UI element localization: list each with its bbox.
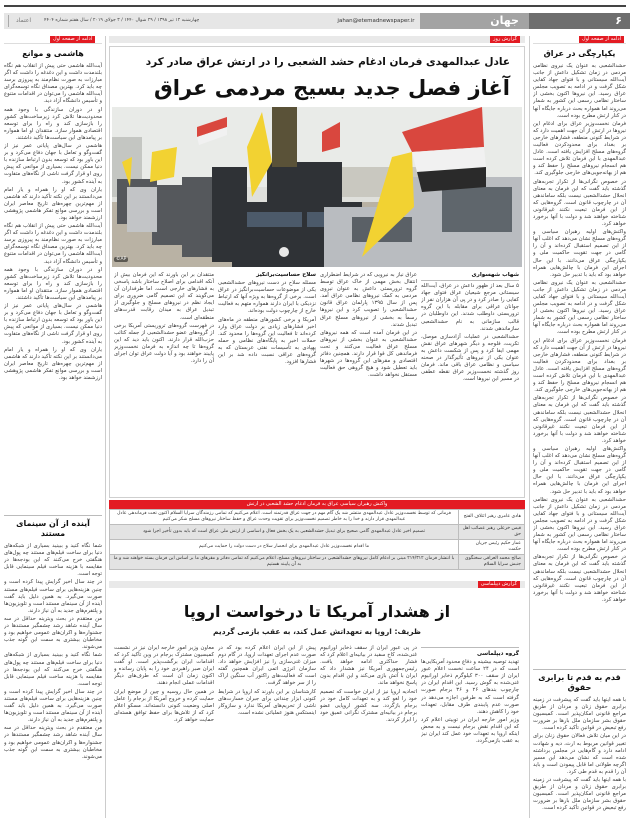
paragraph: در چند سال اخیر گرایش پیدا کرده است و چنین هزینه‌هایی برای ساخت فیلم‌های مستند صورت می‌گیرد. به همین دلیل باید گفت آینده از آن سینمای مستند است و تلویزیون‌ها و پلتفرم‌های جدید به آن نیاز دارند. [4,579,102,614]
byline: گروه دیپلماسی [476,651,519,657]
left-article2 [4,517,102,818]
paragraph: تهدید توصیه بیشینه و دفاع محدود آمریکایی‌ها است که در ۲۴ ساعت نخست اعلام عبور ایران از سقف ۳۰۰ کیلوگرم ذخایر اورانیوم غنی‌شده به گوش رسید. این اقدام ایران در چارچوب بندهای ۲۶ و ۳۶ برجام صورت گرفته است که به طرفین اجازه می‌دهد در صورت عدم پایبندی طرف مقابل، تعهدات خود را کاهش دهند. [421,659,519,715]
paragraph: شما نگاه کنید و ببینید بسیاری از شبکه‌های دنیا برای ساخت فیلم‌های مستند چه پول‌های هنگفتی خرج می‌کنند که این بودجه‌ها در مقایسه با هزینه ساخت فیلم سینمایی قابل توجه است. [4,543,102,578]
leader-statement: ما اقدام نخست‌وزیر عادل عبدالمهدی برای انحصار سلاح در دست دولت را حمایت می‌کنیم [110,540,459,555]
main-story-label: گزارش روز [490,36,520,43]
paragraph: حشدالشعبی به عنوان یک نیروی نظامی مردمی در زمان تشکیل داعش از جانب آیت‌الله سیستانی و با فتوای جهاد کفایی شکل گرفت و در ادامه به تصویب مجلس عراق رسید. این نیروها اکنون بخشی از ساختار نظامی رسمی این کشور به شمار می‌روند اما همواره بحث درباره جایگاه آنها در کنار ارتش مطرح بوده است. [533,279,626,336]
divider [533,669,626,670]
paragraph: عراق نیاز به نیرویی که در شرایط اضطراری انتقال بخش مهمی از خاک عراق توسط گروه تروریستی داعش به عنوان نیروی مردمی به کمک نیروهای نظامی عراق آمد. پس از سال ۱۳۹۵ پارلمان عراق قانون حشدالشعبی را تصویب کرد و این نیروها رسماً به بخشی از نیروهای مسلح عراق تبدیل شدند. [320,272,417,328]
main-story-kicker: عادل عبدالمهدی فرمان ادغام حشد الشعبی را در ارتش عراق صادر کرد [145,56,510,68]
paragraph: در خصوص نگرانی‌ها از تکرار تجربه‌های گذشته باید گفت که این فرمان به معنای انحلال حشدالشعبی نیست بلکه ساماندهی آن در چارچوب قانون است. گروه‌هایی که از این فرمان تبعیت نکنند غیرقانونی شناخته خواهند شد و دولت با آنها برخورد خواهد کرد. [533,554,626,603]
paragraph: یاران وی که او را همراه و یار امام می‌دانستند بر این نکته تأکید دارند که هاشمی از مهم‌ترین چهره‌های تاریخ معاصر ایران است و بررسی موانع تفکر هاشمی پژوهشی ارزشمند خواهد بود. [4,186,102,221]
paragraph: در این فرمان آمده است که همه نیروهای حشدالشعبی به عنوان بخشی از نیروهای مسلح عراق فعالیت می‌کنند و تحت فرماندهی کل قوا قرار دارند. همچنین دفاتر اقتصادی و مقرهای این گروه‌ها در شهرها باید تعطیل شود و هیچ گروهی حق فعالیت مستقل نخواهد داشت. [320,329,417,379]
left-article [4,47,102,512]
paragraph: در فهرست گروه‌های تروریستی آمریکا برخی از گروه‌های عضو حشدالشعبی از جمله کتائب حزب‌الله قرار دارند. اکنون باید دید که این گروه‌ها تا چه اندازه به فرمان نخست‌وزیر پایبند خواهند بود و آیا دولت عراق توان اجرای آن را دارد. [114,322,214,365]
byline: شهاب شهسواری [471,272,519,278]
paragraph: در این میان تلاش فعالان حقوق زنان برای تغییر قوانین مربوط به ارث، دیه و شهادت ادامه دارد و گام‌هایی در مجلس برداشته شده است که نشان می‌دهد این مسیر اگرچه طولانی اما قابل پیمودن است و باید آن را قدم به قدم طی کرد. [533,733,626,775]
diplomacy-column-1 [421,645,519,818]
paragraph: او در دوران سازندگی با وجود همه محدودیت‌ها تلاش کرد زیرساخت‌های کشور را بازسازی کند و راه را برای توسعه اقتصادی هموار سازد. منتقدان او اما همواره بر پیامدهای این سیاست‌ها تأکید داشتند. [4,266,102,301]
issue-date: چهارشنبه ۱۲ تیر ۱۳۹۸ / ۲۹ شوال ۱۴۴۰ / ۳ جولای ۲۰۱۹ / سال هفتم شماره ۴۴۰۴ [44,18,200,23]
paragraph: در همین حال روسیه و چین از موضع ایران حمایت کرده و خروج آمریکا از برجام را عامل اصلی وضعیت کنونی دانسته‌اند. مسکو اعلام کرد که از تلاش‌ها برای حفظ توافق هسته‌ای حمایت خواهد کرد. [114,688,214,723]
leader-statement: با انتشار فرمان ۲۱۴/۳۱۲ مبنی بر ادغام کامل نیروهای حشدالشعبی در ساختار نیروهای مسلح، اعلام می‌کنیم که تمامی دفاتر و مقرهای ما بر اساس این فرمان بسته خواهند شد و ما به آن پایبند هستیم [110,555,459,570]
divider [533,43,626,44]
paragraph: پیش از این ایران اعلام کرده بود که در صورت عدم اجرای تعهدات اروپا، در گام دوم میزان غنی‌سازی را نیز افزایش خواهد داد. سازمان انرژی اتمی ایران همچنین گفته است که فعالیت‌های راکتور آب سنگین اراک را از سر خواهد گرفت. [218,645,316,687]
convoy-photo [112,107,522,267]
left-column-label: ادامه از صفحه اول [50,36,95,43]
paragraph: ۵ سال بعد از ظهور داعش در عراق، آیت‌الله سیستانی مرجع شیعیان عراق فتوای جهاد کفایی را صادر کرد و در پی آن هزاران نفر از جوانان عراقی برای مقابله با این گروه تروریستی داوطلب شدند. این داوطلبان در قالب سازمانی به نام حشدالشعبی سازماندهی شدند. [421,283,519,332]
table-row [110,555,525,570]
leader-name: قیس خزعلی رهبر عصائب اهل حق [459,525,525,540]
paragraph: واکنش‌های اولیه رهبران سیاسی و گروه‌های مسلح نشان می‌دهد که اغلب آنها از این تصمیم استقبال کرده‌اند و آن را گامی در جهت تقویت حاکمیت ملی و یکپارچگی عراق می‌دانند. با این حال اجرای این فرمان با چالش‌هایی همراه خواهد بود که باید با تدبیر حل شود. [533,229,626,278]
paragraph: منتقدان بر این باورند که این فرمان بیش از آنکه اقدامی برای اصلاح ساختار باشد پاسخی به فشارهای خارجی است. اما طرفداران آن می‌گویند که این تصمیم گامی ضروری برای ایجاد نظم در نیروهای مسلح و جلوگیری از تبدیل عراق به میدان رقابت قدرت‌های منطقه‌ای است. [114,272,214,321]
leader-statement: تصمیم اخیر عادل عبدالمهدی گامی صحیح برای تبدیل حشدالشعبی به یک بخش فعال و اساسی از ارتش ملی عراق است که باید بدون تأخیر اجرا شود [110,525,459,540]
paragraph: آمریکا و برخی کشورهای منطقه در ماه‌های اخیر فشارهای زیادی بر دولت عراق وارد کرده‌اند تا فعالیت این گروه‌ها را محدود کند. حملات اخیر به پایگاه‌های نظامی و حمله پهپادی به تأسیسات نفتی عربستان که به گروه‌های عراقی نسبت داده شد بر این فشارها افزود. [218,316,316,366]
diplomacy-column-3 [218,645,316,818]
paragraph: هاشمی در سال‌های پایانی عمر نیز از گفت‌وگو و تعامل با جهان دفاع می‌کرد و بر این باور بود که توسعه بدون ارتباط سازنده با دنیا ممکن نیست. بسیاری از موانعی که پیش روی او قرار گرفت ناشی از نگاه‌های متفاوت به آینده کشور بود. [4,143,102,185]
reactions-table [109,500,525,570]
paragraph: حشدالشعبی به عنوان یک نیروی نظامی مردمی در زمان تشکیل داعش از جانب آیت‌الله سیستانی و با فتوای جهاد کفایی شکل گرفت و در ادامه به تصویب مجلس عراق رسید. این نیروها اکنون بخشی از ساختار نظامی رسمی این کشور به شمار می‌روند اما همواره بحث درباره جایگاه آنها در کنار ارتش مطرح بوده است. [533,63,626,119]
diplomacy-subheadline: ظریف: اروپا به تعهداتش عمل کند، به عقب بازمی گردیم [213,627,421,636]
paragraph: مسئله سلاح در دست نیروهای حشدالشعبی یکی از موضوعات حساسیت‌برانگیز در عراق است. برخی از گروه‌ها به ویژه آنها که ارتباط نزدیکی با ایران دارند همواره متهم به فعالیت خارج از چارچوب دولت بوده‌اند. [218,280,316,315]
main-photo [112,107,522,267]
left-article-title: هاشمی و موانع [22,49,84,58]
paragraph: من معتقدم در بحث ویترینه حداقل در سه سال آینده شاهد رشد چشمگیر مستندها در جشنواره‌ها و اکران‌های عمومی خواهیم بود و مخاطبان بیشتری به سمت این گونه جذب می‌شوند. [4,615,102,651]
diplomacy-column-2 [320,645,417,818]
leader-name: هادی عامری رهبر ائتلاف الفتح [459,510,525,525]
divider [421,647,519,648]
paragraph: با همه اینها باید گفت که پیشرفت در زمینه برابری حقوق زنان و مردان از طریق مراجع قانونی امکان‌پذیر است. کمیسیون حقوق بشر سازمان ملل بارها بر ضرورت رفع تبعیض در قوانین تأکید کرده است. [533,777,626,812]
leader-name: عمار حکیم رئیس جریان حکمت [459,540,525,555]
paragraph: آیت‌الله هاشمی حتی پیش از انقلاب هم نگاه بلندمدت داشت و این دغدغه را داشت که اگر مبارزات به صورت نظام‌مند به پیروزی برسد چه باید کرد. بهترین مصداق نگاه توسعه‌گرای آیت‌الله هاشمی را می‌توان در اقدامات متنوع و تأسیس دانشگاه آزاد دید. [4,223,102,265]
paragraph: یاران وی که او را همراه و یار امام می‌دانستند بر این نکته تأکید دارند که هاشمی از مهم‌ترین چهره‌های تاریخ معاصر ایران است و بررسی موانع تفکر هاشمی پژوهشی ارزشمند خواهد بود. [4,346,102,382]
subhead: سلاح حساسیت‌برانگیز [256,272,316,278]
section-title: جهان [420,13,529,29]
paragraph: شما نگاه کنید و ببینید بسیاری از شبکه‌های دنیا برای ساخت فیلم‌های مستند چه پول‌های هنگفتی خرج می‌کنند که این بودجه‌ها در مقایسه با هزینه ساخت فیلم سینمایی قابل توجه است. [4,652,102,687]
divider [421,280,519,281]
leader-name: صالح محمد العراقی سخنگوی جنبش سرایا السلام [459,555,525,570]
diplomacy-column-4 [114,645,214,818]
main-story-column-2 [320,272,417,495]
right-column-label: ادامه از صفحه اول [579,36,624,43]
paragraph: در خصوص نگرانی‌ها از تکرار تجربه‌های گذشته باید گفت که این فرمان به معنای انحلال حشدالشعبی نیست بلکه ساماندهی آن در چارچوب قانون است. گروه‌هایی که از این فرمان تبعیت نکنند غیرقانونی شناخته خواهند شد و دولت با آنها برخورد خواهد کرد. [533,395,626,444]
paragraph: فرمان نخست‌وزیر عراق برای ادغام این نیروها در ارتش از آن جهت اهمیت دارد که در شرایط کنونی منطقه، فشارهای خارجی بر بغداد برای محدودکردن فعالیت گروه‌های مسلح افزایش یافته است. عادل عبدالمهدی با این فرمان تلاش کرده است هم انسجام نیروهای مسلح را حفظ کند و هم از بهانه‌جویی‌های خارجی جلوگیری کند. [533,120,626,177]
page-number: ۶ [529,13,630,29]
paragraph: کارشناسان بر این باورند که اروپا در شرایط کنونی ابزار چندانی برای جبران خسارت‌های ناشی از تحریم‌های آمریکا ندارد و سازوکار اینستکس هنوز عملیاتی نشده است. [218,688,316,716]
section-band [109,581,525,588]
paragraph: او در دوران سازندگی با وجود همه محدودیت‌ها تلاش کرد زیرساخت‌های کشور را بازسازی کند و راه را برای توسعه اقتصادی هموار سازد. منتقدان او اما همواره بر پیامدهای این سیاست‌ها تأکید داشتند. [4,106,102,141]
table-row [110,510,525,525]
main-story-headline: آغاز فصل جدید بسیج مردمی عراق [154,76,510,100]
paragraph: هاشمی در سال‌های پایانی عمر نیز از گفت‌وگو و تعامل با جهان دفاع می‌کرد و بر این باور بود که توسعه بدون ارتباط سازنده با دنیا ممکن نیست. بسیاری از موانعی که پیش روی او قرار گرفت ناشی از نگاه‌های متفاوت به آینده کشور بود. [4,303,102,345]
paragraph: در خصوص نگرانی‌ها از تکرار تجربه‌های گذشته باید گفت که این فرمان به معنای انحلال حشدالشعبی نیست بلکه ساماندهی آن در چارچوب قانون است. گروه‌هایی که از این فرمان تبعیت نکنند غیرقانونی شناخته خواهند شد و دولت با آنها برخورد خواهد کرد. [533,178,626,228]
main-story-column-1 [421,272,519,495]
paragraph: اتحادیه اروپا نیز از ایران خواست که تصمیم خود را لغو کند و به تعهدات کامل خود در برجام بازگردد. سه کشور اروپایی عضو برجام در بیانیه‌ای مشترک نگرانی عمیق خود را ابراز کردند. [320,688,417,723]
left-article2-title: آینده از آن سینمای مستند [16,519,90,538]
main-story-column-3 [218,272,316,495]
table-row [110,540,525,555]
divider [4,43,102,44]
photo-credit: ©AP [116,257,127,262]
paragraph: در چند سال اخیر گرایش پیدا کرده است و چنین هزینه‌هایی برای ساخت فیلم‌های مستند صورت می‌گیرد. به همین دلیل باید گفت آینده از آن سینمای مستند است و تلویزیون‌ها و پلتفرم‌های جدید به آن نیاز دارند. [4,688,102,724]
table-row [110,525,525,540]
paragraph: وزیر امور خارجه ایران در توییتی اعلام کرد که این اقدام نقض برجام نیست و به محض اینکه اروپا به تعهدات خود عمل کند ایران نیز به عقب بازمی‌گردد. [421,716,519,745]
paragraph: در پی عبور ایران از سقف ذخایر اورانیوم غنی‌شده، کاخ سفید در بیانیه‌ای اعلام کرد که فشار حداکثری ادامه خواهد یافت. رئیس‌جمهوری آمریکا نیز هشدار داد که ایران با آتش بازی می‌کند و این اقدام بدون پاسخ نخواهد ماند. [320,645,417,687]
diplomacy-headline: از هشدار آمریکا تا درخواست اروپا [183,602,451,621]
paragraph: آیت‌الله هاشمی حتی پیش از انقلاب هم نگاه بلندمدت داشت و این دغدغه را داشت که اگر مبارزات به صورت نظام‌مند به پیروزی برسد چه باید کرد. بهترین مصداق نگاه توسعه‌گرای آیت‌الله هاشمی را می‌توان در اقدامات متنوع و تأسیس دانشگاه آزاد دید. [4,63,102,105]
paragraph: من معتقدم در بحث ویترینه حداقل در سه سال آینده شاهد رشد چشمگیر مستندها در جشنواره‌ها و اکران‌های عمومی خواهیم بود و مخاطبان بیشتری به سمت این گونه جذب می‌شوند. [4,725,102,760]
top-rule [4,5,626,7]
divider [4,515,102,516]
section-band [109,36,525,43]
paragraph: معاون وزیر امور خارجه ایران نیز در نشست کمیسیون مشترک برجام در وین تأکید کرد که اقدامات ایران برگشت‌پذیر است. او گفت ایران صبر راهبردی خود را به پایان رسانده و اکنون زمان آن است که طرف‌های دیگر اقدامات عملی انجام دهند. [114,645,214,687]
column-divider [529,36,530,818]
paragraph: واکنش‌های اولیه رهبران سیاسی و گروه‌های مسلح نشان می‌دهد که اغلب آنها از این تصمیم استقبال کرده‌اند و آن را گامی در جهت تقویت حاکمیت ملی و یکپارچگی عراق می‌دانند. با این حال اجرای این فرمان با چالش‌هایی همراه خواهد بود که باید با تدبیر حل شود. [533,445,626,495]
right-article-title: یکپارچگی در عراق [543,49,616,58]
paragraph: فرمان نخست‌وزیر عراق برای ادغام این نیروها در ارتش از آن جهت اهمیت دارد که در شرایط کنونی منطقه، فشارهای خارجی بر بغداد برای محدودکردن فعالیت گروه‌های مسلح افزایش یافته است. عادل عبدالمهدی با این فرمان تلاش کرده است هم انسجام نیروهای مسلح را حفظ کند و هم از بهانه‌جویی‌های خارجی جلوگیری کند. [533,337,626,394]
column-divider [105,36,106,818]
right-article [533,47,626,666]
paragraph: با همه اینها باید گفت که پیشرفت در زمینه برابری حقوق زنان و مردان از طریق مراجع قانونی امکان‌پذیر است. کمیسیون حقوق بشر سازمان ملل بارها بر ضرورت رفع تبعیض در قوانین تأکید کرده است. [533,697,626,732]
section-email[interactable]: jahan@etemadnewspaper.ir [337,18,415,24]
right-article2-title: قدم به قدم تا برابری حقوق [538,673,621,692]
leader-statement: فرمانی که توسط نخست‌وزیر عادل عبدالمهدی منتشر شد یک گام مهم در جهت عراق قدرتمند است. اعلام می‌کنیم که تمامی رزمندگان سرایا السلام اکنون تحت فرماندهی عادل عبدالمهدی قرار دارند و خدا را به خاطر تصمیم نخست‌وزیر برای تقویت وحدت عراق و حفظ ساختار نیروهای مسلح شکر می‌کنیم [110,510,459,525]
right-article2 [533,671,626,818]
paragraph: حشدالشعبی در عملیات آزادسازی موصل، تکریت، فلوجه و دیگر شهرهای عراق نقش مهمی ایفا کرد و پس از شکست داعش به عنوان یکی از نیروهای تأثیرگذار در صحنه سیاسی و نظامی عراق باقی ماند. فرمان روز گذشته نخست‌وزیر عراق نقطه عطفی در مسیر این نیروها است. [421,333,519,383]
main-story-column-4 [114,272,214,495]
newspaper-logo: اعتماد [8,15,38,27]
reactions-table-title: واکنش رهبران سیاسی عراق به فرمان ادغام حشد الشعبی در ارتش [109,500,525,509]
paragraph: حشدالشعبی به عنوان یک نیروی نظامی مردمی در زمان تشکیل داعش از جانب آیت‌الله سیستانی و با فتوای جهاد کفایی شکل گرفت و در ادامه به تصویب مجلس عراق رسید. این نیروها اکنون بخشی از ساختار نظامی رسمی این کشور به شمار می‌روند اما همواره بحث درباره جایگاه آنها در کنار ارتش مطرح بوده است. [533,496,626,553]
diplomacy-label: گزارش دیپلماسی [478,581,520,588]
